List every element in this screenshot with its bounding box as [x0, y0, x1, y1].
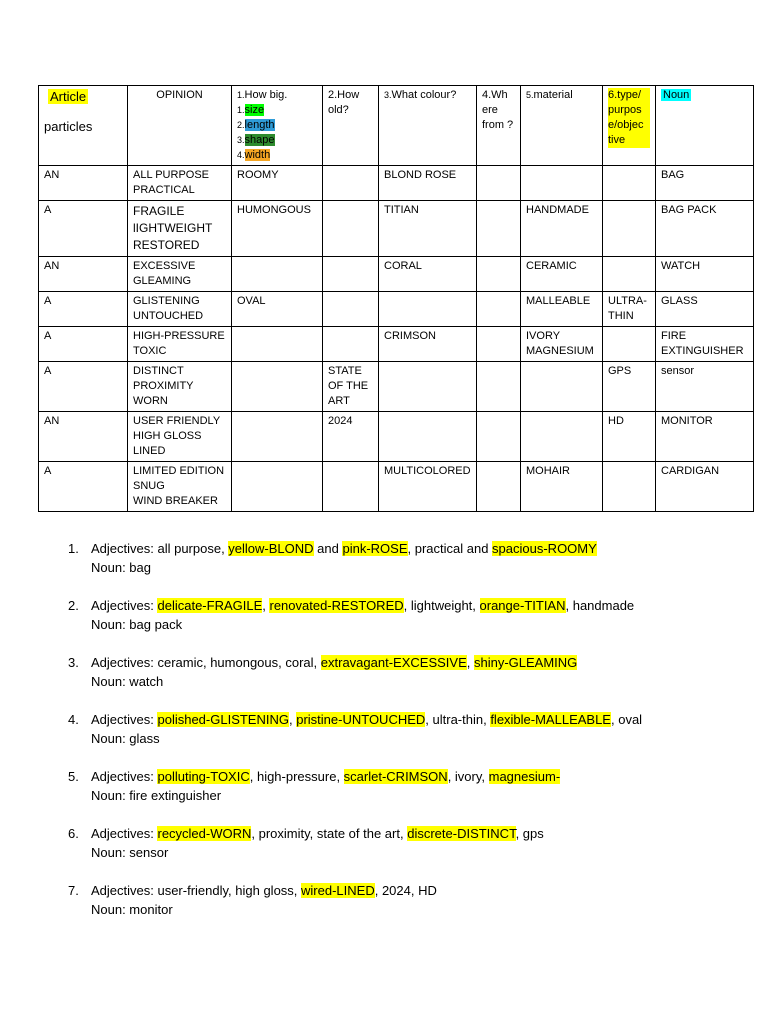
plain-text: and — [313, 541, 343, 556]
opinion-item: HIGH-PRESSURE — [133, 330, 225, 342]
material-cell: IVORY MAGNESIUM — [521, 327, 603, 362]
opinion-item: FRAGILE — [133, 204, 185, 218]
article-cell: A — [39, 201, 128, 257]
adjectives-line — [91, 710, 750, 729]
table-row — [39, 327, 754, 362]
noun-cell: BAG — [656, 166, 754, 201]
opinion-item: GLISTENING — [133, 295, 200, 307]
opinion-cell — [128, 257, 232, 292]
size-cell — [232, 362, 323, 412]
noun-line: Noun: watch — [91, 674, 164, 689]
highlighted-word: polished-GLISTENING — [157, 712, 289, 727]
highlighted-word: shiny-GLEAMING — [473, 655, 578, 670]
list-item — [60, 539, 750, 577]
opinion-item: PROXIMITY — [133, 380, 194, 392]
opinion-item: PRACTICAL — [133, 184, 195, 196]
highlighted-word: spacious-ROOMY — [492, 541, 597, 556]
article-cell: A — [39, 292, 128, 327]
header-type: 6.type/ purpos e/objec tive — [603, 86, 656, 166]
list-item — [60, 767, 750, 805]
noun-cell: BAG PACK — [656, 201, 754, 257]
highlighted-word: yellow-BLOND — [228, 541, 314, 556]
noun-line: Noun: fire extinguisher — [91, 788, 222, 803]
header-material: 5.material — [521, 86, 603, 166]
origin-cell — [477, 412, 521, 462]
opinion-item: WORN — [133, 395, 168, 407]
list-item — [60, 596, 750, 634]
type-cell — [603, 327, 656, 362]
plain-text: , ultra-thin, — [425, 712, 491, 727]
opinion-cell — [128, 362, 232, 412]
size-cell — [232, 412, 323, 462]
header-how-old: 2.How old? — [323, 86, 379, 166]
adjectives-line — [91, 539, 750, 558]
age-cell: 2024 — [323, 412, 379, 462]
material-cell — [521, 362, 603, 412]
opinion-item: LIMITED EDITION — [133, 465, 225, 477]
list-item — [60, 824, 750, 862]
origin-cell — [477, 327, 521, 362]
noun-cell: MONITOR — [656, 412, 754, 462]
opinion-item: UNTOUCHED — [133, 310, 204, 322]
noun-cell: FIRE EXTINGUISHER — [656, 327, 754, 362]
header-article — [39, 86, 128, 166]
age-cell — [323, 201, 379, 257]
table-row — [39, 292, 754, 327]
noun-cell: GLASS — [656, 292, 754, 327]
origin-cell — [477, 257, 521, 292]
opinion-cell — [128, 292, 232, 327]
highlighted-word: orange-TITIAN — [479, 598, 566, 613]
list-item-number: 5. — [68, 769, 79, 784]
highlighted-word: extravagant-EXCESSIVE — [320, 655, 467, 670]
highlighted-word: renovated-RESTORED — [269, 598, 404, 613]
noun-cell: sensor — [656, 362, 754, 412]
size-cell: OVAL — [232, 292, 323, 327]
highlighted-word: pristine-UNTOUCHED — [296, 712, 426, 727]
colour-cell: TITIAN — [379, 201, 477, 257]
table-header-row — [39, 86, 754, 166]
age-cell — [323, 257, 379, 292]
table-row — [39, 166, 754, 201]
adjectives-line — [91, 653, 750, 672]
how-big-size: 1.size — [237, 104, 265, 116]
list-item-number: 1. — [68, 541, 79, 556]
opinion-cell — [128, 201, 232, 257]
header-noun — [656, 86, 754, 166]
plain-text: Adjectives: user-friendly, high gloss, — [91, 883, 302, 898]
article-cell: A — [39, 362, 128, 412]
list-item — [60, 653, 750, 691]
plain-text: , oval — [610, 712, 643, 727]
plain-text: , handmade — [565, 598, 635, 613]
highlighted-word: delicate-FRAGILE — [157, 598, 263, 613]
plain-text: Adjectives: — [91, 598, 158, 613]
colour-cell: CRIMSON — [379, 327, 477, 362]
noun-cell: WATCH — [656, 257, 754, 292]
plain-text: , practical and — [407, 541, 493, 556]
adjectives-line — [91, 596, 750, 615]
plain-text: , 2024, HD — [374, 883, 437, 898]
opinion-item: WIND BREAKER — [133, 495, 218, 507]
highlighted-word: magnesium- — [488, 769, 561, 784]
size-cell — [232, 257, 323, 292]
adjectives-line — [91, 767, 750, 786]
noun-line: Noun: sensor — [91, 845, 169, 860]
highlighted-word: scarlet-CRIMSON — [343, 769, 448, 784]
table-row — [39, 362, 754, 412]
highlighted-word: discrete-DISTINCT — [407, 826, 516, 841]
highlighted-word: polluting-TOXIC — [157, 769, 250, 784]
type-cell — [603, 462, 656, 512]
highlighted-word: wired-LINED — [301, 883, 375, 898]
list-item-number: 4. — [68, 712, 79, 727]
list-item-number: 7. — [68, 883, 79, 898]
size-cell: HUMONGOUS — [232, 201, 323, 257]
how-big-width: 4.width — [237, 149, 271, 161]
material-cell — [521, 412, 603, 462]
type-cell: GPS — [603, 362, 656, 412]
plain-text: , lightweight, — [403, 598, 480, 613]
header-what-colour: 3.What colour? — [379, 86, 477, 166]
list-item — [60, 710, 750, 748]
table-row — [39, 201, 754, 257]
plain-text: , gps — [515, 826, 544, 841]
plain-text: Adjectives: — [91, 712, 158, 727]
article-header-label: Article — [50, 89, 87, 104]
article-cell: AN — [39, 412, 128, 462]
material-cell — [521, 166, 603, 201]
table-row — [39, 257, 754, 292]
opinion-header-label: OPINION — [156, 89, 203, 101]
origin-cell — [477, 362, 521, 412]
plain-text: Adjectives: — [91, 826, 158, 841]
table-row — [39, 462, 754, 512]
plain-text: , high-pressure, — [249, 769, 344, 784]
type-cell — [603, 201, 656, 257]
noun-line: Noun: bag — [91, 560, 151, 575]
plain-text: Adjectives: — [91, 769, 158, 784]
noun-line: Noun: glass — [91, 731, 160, 746]
opinion-item: ALL PURPOSE — [133, 169, 210, 181]
opinion-cell — [128, 166, 232, 201]
plain-text: , — [262, 598, 270, 613]
header-how-big — [232, 86, 323, 166]
origin-cell — [477, 462, 521, 512]
article-cell: A — [39, 327, 128, 362]
list-item-number: 2. — [68, 598, 79, 613]
colour-cell — [379, 412, 477, 462]
highlighted-word: pink-ROSE — [342, 541, 408, 556]
opinion-item: USER FRIENDLY — [133, 415, 221, 427]
opinion-item: HIGH GLOSS — [133, 430, 202, 442]
age-cell — [323, 166, 379, 201]
list-item-number: 6. — [68, 826, 79, 841]
highlighted-word: recycled-WORN — [157, 826, 252, 841]
header-where-from: 4.Wh ere from ? — [477, 86, 521, 166]
plain-text: , ivory, — [447, 769, 489, 784]
size-cell: ROOMY — [232, 166, 323, 201]
type-cell: HD — [603, 412, 656, 462]
how-big-shape: 3.shape — [237, 134, 275, 146]
origin-cell — [477, 292, 521, 327]
origin-cell — [477, 166, 521, 201]
plain-text: Adjectives: all purpose, — [91, 541, 229, 556]
colour-cell — [379, 292, 477, 327]
age-cell — [323, 292, 379, 327]
noun-cell: CARDIGAN — [656, 462, 754, 512]
noun-line: Noun: monitor — [91, 902, 173, 917]
article-cell: AN — [39, 257, 128, 292]
plain-text: Adjectives: ceramic, humongous, coral, — [91, 655, 321, 670]
material-cell: MOHAIR — [521, 462, 603, 512]
opinion-cell — [128, 327, 232, 362]
plain-text: , — [288, 712, 297, 727]
opinion-item: GLEAMING — [133, 275, 192, 287]
colour-cell: MULTICOLORED — [379, 462, 477, 512]
colour-cell — [379, 362, 477, 412]
noun-header-label: Noun — [663, 89, 690, 101]
opinion-cell — [128, 462, 232, 512]
adjective-list — [60, 539, 750, 938]
plain-text: , proximity, state of the art, — [251, 826, 408, 841]
list-item — [60, 881, 750, 919]
header-opinion — [128, 86, 232, 166]
age-cell — [323, 327, 379, 362]
adjectives-line — [91, 824, 750, 843]
table-row — [39, 412, 754, 462]
type-cell — [603, 166, 656, 201]
how-big-length: 2.length — [237, 119, 275, 131]
opinion-item: DISTINCT — [133, 365, 184, 377]
colour-cell: BLOND ROSE — [379, 166, 477, 201]
plain-text: , — [466, 655, 474, 670]
article-cell: A — [39, 462, 128, 512]
material-cell: CERAMIC — [521, 257, 603, 292]
age-cell: STATE OF THE ART — [323, 362, 379, 412]
age-cell — [323, 462, 379, 512]
opinion-item: RESTORED — [133, 238, 200, 252]
list-item-number: 3. — [68, 655, 79, 670]
noun-line: Noun: bag pack — [91, 617, 183, 632]
adjectives-line — [91, 881, 750, 900]
adjective-order-table — [38, 85, 754, 512]
material-cell: MALLEABLE — [521, 292, 603, 327]
type-cell — [603, 257, 656, 292]
particles-label: particles — [44, 119, 93, 134]
article-cell: AN — [39, 166, 128, 201]
opinion-item: lIGHTWEIGHT — [133, 221, 213, 235]
origin-cell — [477, 201, 521, 257]
type-cell: ULTRA- THIN — [603, 292, 656, 327]
opinion-item: LINED — [133, 445, 166, 457]
size-cell — [232, 327, 323, 362]
opinion-item: TOXIC — [133, 345, 167, 357]
size-cell — [232, 462, 323, 512]
highlighted-word: flexible-MALLEABLE — [490, 712, 611, 727]
colour-cell: CORAL — [379, 257, 477, 292]
opinion-item: EXCESSIVE — [133, 260, 196, 272]
opinion-item: SNUG — [133, 480, 165, 492]
how-big-title: 1.How big. — [237, 89, 288, 101]
opinion-cell — [128, 412, 232, 462]
material-cell: HANDMADE — [521, 201, 603, 257]
